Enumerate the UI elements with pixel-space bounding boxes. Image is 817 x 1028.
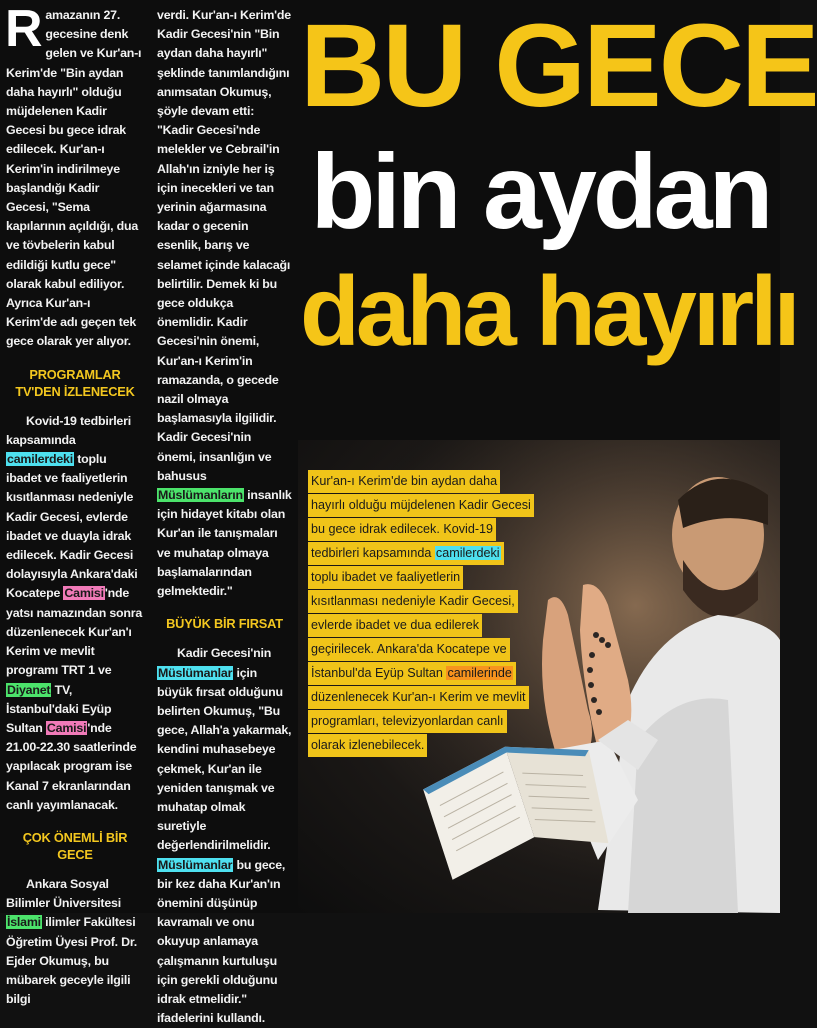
article-column-2	[157, 0, 292, 1028]
subheading-programs: PROGRAMLAR TV'DEN İZLENECEK	[15, 366, 135, 399]
caption-line: bu gece idrak edilecek. Kovid-19	[308, 518, 496, 541]
headline	[300, 0, 817, 366]
highlight-muslumanlar-2: Müslümanlar	[158, 857, 233, 872]
highlight-diyanet: Diyanet	[7, 682, 51, 697]
paragraph-opportunity: Kadir Gecesi'nin Müslümanlar için büyük fırsat olduğunu belirten Okumuş, "Bu gece, Allah'a yakarmak, kendini muhasebeye çekmek, Kur'an ile yeniden tanışmak ve muhatap olmak suretiyle değerlendirilmelidir. Müslümanlar bu gece, bir kez daha Kur'an'ın önemini düşünüp kavramalı ve onu okuyup anlamaya çalışmanın kurtuluşu için gerekli olduğunu idrak etmelidir." ifadelerini kullandı.	[157, 646, 292, 1026]
caption-line: evlerde ibadet ve dua edilerek	[308, 614, 482, 637]
highlight-camilerdeki: camilerdeki	[7, 452, 73, 467]
headline-line-1: BU GECE	[300, 0, 817, 132]
subheading-big-opportunity: BÜYÜK BİR FIRSAT	[166, 616, 283, 632]
highlight-muslumanlar-1: Müslümanlar	[158, 665, 233, 680]
caption-line: düzenlenecek Kur'an-ı Kerim ve mevlit	[308, 686, 529, 709]
highlight-muslumanlarin: Müslümanların	[158, 488, 243, 503]
intro-paragraph	[5, 0, 144, 352]
caption-line: kısıtlanması nedeniyle Kadir Gecesi,	[308, 590, 518, 613]
caption-line: İstanbul'da Eyüp Sultan camilerinde	[308, 662, 516, 685]
highlight-camisi-1: Camisi	[64, 586, 104, 601]
caption-line: tedbirleri kapsamında camilerdeki	[308, 542, 504, 565]
caption-line: programları, televizyonlardan canlı	[308, 710, 507, 733]
caption-line: toplu ibadet ve faaliyetlerin	[308, 566, 463, 589]
dropcap: R	[5, 0, 43, 58]
subheading-important-night: ÇOK ÖNEMLİ BİR GECE	[22, 829, 128, 862]
photo-caption	[308, 470, 533, 758]
caption-line: hayırlı olduğu müjdelenen Kadir Gecesi	[308, 494, 534, 517]
caption-highlight-camilerdeki: camilerdeki	[435, 546, 500, 560]
caption-line: Kur'an-ı Kerim'de bin aydan daha	[308, 470, 500, 493]
highlight-camisi-2: Camisi	[46, 720, 87, 735]
headline-line-3: daha hayırlı	[300, 256, 797, 366]
intro-text: amazanın 27. gecesine denk gelen ve Kur'an-ı Kerim'de "Bin aydan daha hayırlı" olduğu müjdelenen Kadir Gecesi bu gece idrak edilecek. Kur'an-ı Kerim'in indirilmeye başlandığı Kadir Gecesi, "Sema kapılarının açıldığı, dua ve tövbelerin kabul edildiği kutlu gece" olarak kabul ediliyor. Ayrıca Kur'an-ı Kerim'de adı geçen tek gece olarak yer alıyor.	[6, 8, 142, 349]
highlight-islami: İslami	[7, 915, 41, 930]
caption-highlight-camilerinde: camilerinde	[447, 666, 512, 680]
caption-line: olarak izlenebilecek.	[308, 734, 427, 757]
article-column-1	[6, 0, 144, 1009]
paragraph-programs: Kovid-19 tedbirleri kapsamında camilerdeki toplu ibadet ve faaliyetlerin kısıtlanması nedeniyle Kadir Gecesi, evlerde ibadet ve duayla idrak edilecek. Kadir Gecesi dolayısıyla Ankara'daki Kocatepe Camisi'nde yatsı namazından sonra düzenlenecek Kur'an'ı Kerim ve mevlit programı TRT 1 ve Diyanet TV, İstanbul'daki Eyüp Sultan Camisi'nde 21.00-22.30 saatlerinde yapılacak program ise Kanal 7 ekranlarından canlı yayımlanacak.	[6, 413, 143, 812]
headline-line-2: bin aydan	[310, 133, 770, 251]
caption-line: geçirilecek. Ankara'da Kocatepe ve	[308, 638, 510, 661]
paragraph-professor: Ankara Sosyal Bilimler Üniversitesi İslami ilimler Fakültesi Öğretim Üyesi Prof. Dr. Ejder Okumuş, bu mübarek geceyle ilgili bilgi	[6, 876, 138, 1007]
paragraph-quote: verdi. Kur'an-ı Kerim'de Kadir Gecesi'nin "Bin aydan daha hayırlı" şeklinde tanımlandığını anımsatan Okumuş, şöyle devam etti: "Kadir Gecesi'nde melekler ve Cebrail'in Allah'ın izniyle her iş için inecekleri ve tan yerinin ağarmasına kadar o gecenin esenlik, barış ve selamet içinde kalacağı belirtilir. Demek ki bu gece oldukça önemlidir. Kadir Gecesi'nin önemi, Kur'an-ı Kerim'in ramazanda, o gecede nazil olmaya başlamasıyla ilgilidir. Kadir Gecesi'nin önemi, insanlığın ve bahusus Müslümanların insanlık için hidayet kitabı olan Kur'an ile tanışmaları ve muhatap olmaya başlamalarından gelmektedir."	[157, 8, 292, 599]
